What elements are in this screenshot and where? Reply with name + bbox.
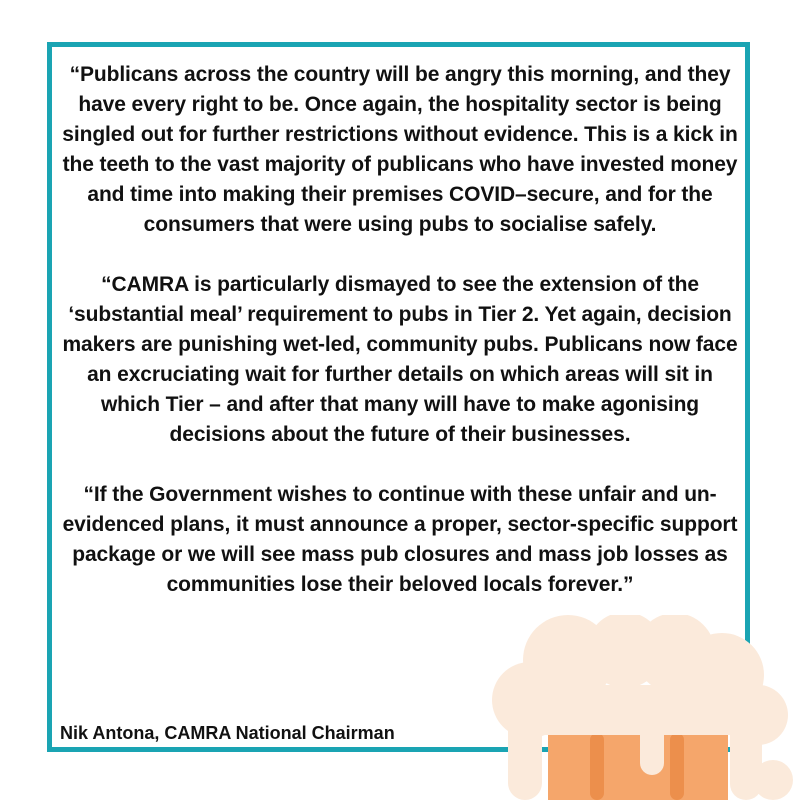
- attribution: Nik Antona, CAMRA National Chairman: [60, 723, 395, 743]
- glass-stripe-left: [590, 733, 604, 800]
- quote-paragraph-2: “CAMRA is particularly dismayed to see the extension of the ‘substantial meal’ requirement to pubs in Tier 2. Yet again, decision makers are punishing wet-led, community pubs. Publicans now face an excruciating wait for further details on which areas will sit in which Tier – and after that many will have to make agonising decisions about the future of their businesses.: [62, 273, 738, 446]
- quote-paragraph-3: “If the Government wishes to continue with these unfair and un-evidenced plans, it must announce a proper, sector-specific support package or we will see mass pub closures and mass job losses as communities lose their beloved locals forever.”: [62, 483, 738, 596]
- quote-block: [55, 60, 745, 630]
- beer-glass-icon: [490, 615, 800, 800]
- quote-paragraph-1: “Publicans across the country will be angry this morning, and they have every right to be. Once again, the hospitality sector is being singled out for further restrictions without evidence. This is a kick in the teeth to the vast majority of publicans who have invested money and time into making their premises COVID–secure, and for the consumers that were using pubs to socialise safely.: [62, 63, 738, 236]
- glass-stripe-right: [670, 733, 684, 800]
